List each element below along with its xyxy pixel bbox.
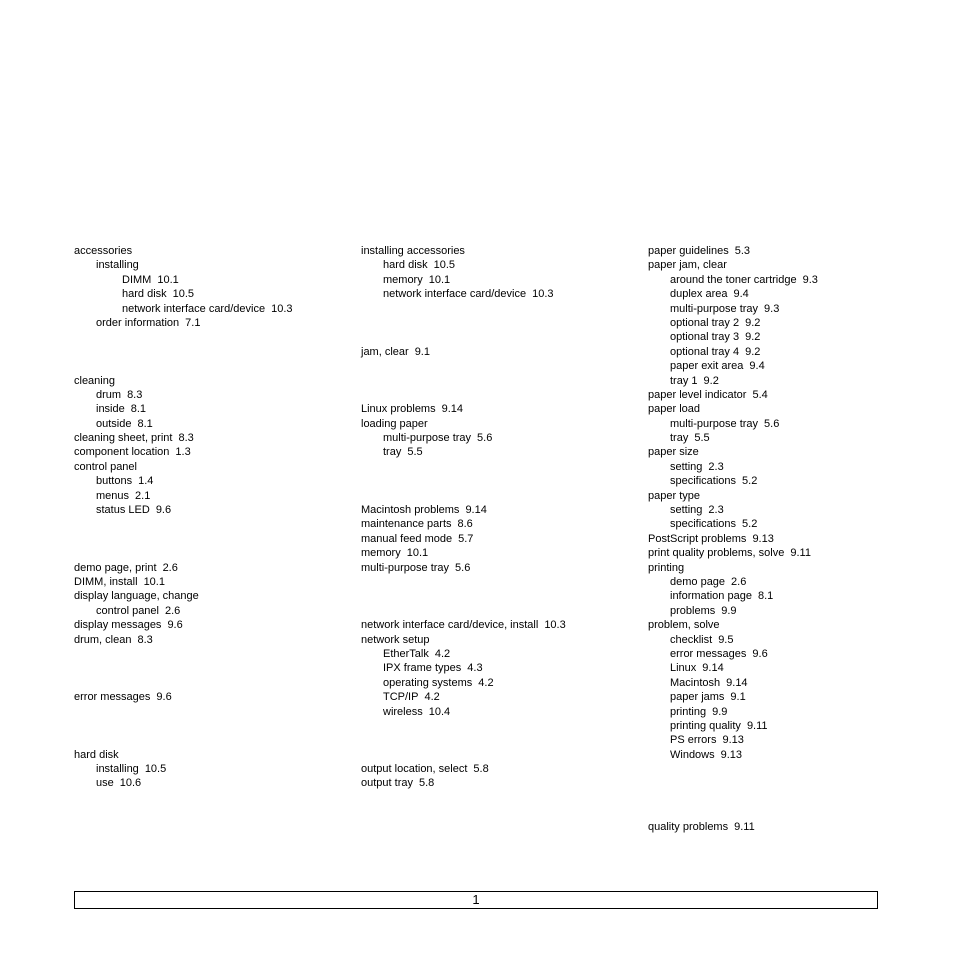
index-page-ref: 2.6	[162, 561, 178, 574]
index-term: manual feed mode	[361, 532, 453, 545]
index-term: demo page	[670, 575, 726, 588]
index-term: use	[96, 777, 114, 790]
index-term: Macintosh problems	[361, 504, 460, 517]
index-page-ref: 4.2	[434, 647, 451, 660]
index-term: DIMM	[122, 273, 152, 286]
index-page-ref: 5.7	[458, 532, 474, 545]
index-term: network setup	[361, 633, 430, 646]
index-term: control panel	[96, 604, 159, 617]
index-term: inside	[96, 403, 125, 416]
index-page-ref: 9.13	[752, 532, 774, 545]
index-term: installing	[96, 259, 139, 272]
index-term: tray 1	[670, 374, 698, 387]
index-entry	[74, 460, 344, 474]
index-term: wireless	[383, 705, 423, 718]
index-spacer	[74, 661, 344, 675]
index-entry	[74, 604, 344, 618]
index-term: problems	[670, 604, 716, 617]
index-term: optional tray 2	[670, 316, 740, 329]
index-page-ref: 2.1	[135, 489, 151, 502]
index-page-ref: 9.13	[720, 748, 743, 761]
index-page-ref: 9.2	[703, 374, 719, 387]
index-page-ref: 5.5	[694, 432, 710, 445]
index-page-ref: 10.3	[271, 302, 293, 315]
index-page-ref: 5.8	[418, 777, 435, 790]
index-spacer	[361, 589, 631, 603]
index-page-ref: 8.1	[137, 417, 153, 430]
index-entry	[648, 402, 918, 416]
index-entry	[74, 575, 344, 589]
index-term: optional tray 4	[670, 345, 740, 358]
index-term: output tray	[361, 777, 413, 790]
index-term: paper level indicator	[648, 388, 747, 401]
index-entry	[361, 705, 631, 719]
index-entry	[361, 618, 631, 632]
index-term: specifications	[670, 475, 737, 488]
index-entry	[74, 503, 344, 517]
index-entry	[361, 345, 631, 359]
index-column-3	[648, 244, 918, 834]
index-spacer	[361, 359, 631, 373]
index-spacer	[74, 345, 344, 359]
index-term: network interface card/device	[122, 302, 266, 315]
index-entry	[361, 273, 631, 287]
index-page-ref: 9.4	[749, 360, 765, 373]
index-page-ref: 9.6	[155, 504, 172, 517]
index-term: cleaning sheet, print	[74, 432, 173, 445]
index-entry	[361, 561, 631, 575]
index-entry	[648, 748, 918, 762]
index-term: paper jam, clear	[648, 259, 727, 272]
index-spacer	[74, 705, 344, 719]
index-term: error messages	[74, 691, 151, 704]
index-entry	[74, 417, 344, 431]
index-page-ref: 5.5	[407, 446, 423, 459]
index-term: tray	[383, 446, 402, 459]
index-page-ref: 10.1	[406, 547, 429, 560]
index-entry	[648, 575, 918, 589]
index-entry	[648, 287, 918, 301]
index-page-ref: 7.1	[185, 316, 201, 329]
index-entry	[361, 676, 631, 690]
index-term: setting	[670, 460, 703, 473]
index-page-ref: 8.1	[757, 590, 774, 603]
index-entry	[648, 417, 918, 431]
index-term: cleaning	[74, 374, 115, 387]
index-term: PS errors	[670, 734, 717, 747]
footer-page-box	[74, 891, 878, 909]
index-term: problem, solve	[648, 619, 720, 632]
index-entry	[648, 820, 918, 834]
index-entry	[648, 690, 918, 704]
index-page-ref: 8.3	[127, 388, 143, 401]
index-page-ref: 9.14	[726, 676, 748, 689]
index-spacer	[361, 575, 631, 589]
index-page-ref: 9.6	[752, 647, 768, 660]
index-page-ref: 9.11	[746, 719, 768, 732]
index-entry	[361, 445, 631, 459]
index-term: tray	[670, 432, 689, 445]
index-page-ref: 5.6	[477, 432, 493, 445]
index-entry	[74, 302, 344, 316]
index-spacer	[361, 604, 631, 618]
index-entry	[648, 345, 918, 359]
index-term: network interface card/device, install	[361, 619, 539, 632]
index-entry	[74, 445, 344, 459]
index-term: PostScript problems	[648, 532, 747, 545]
index-term: specifications	[670, 518, 737, 531]
index-page-ref: 8.3	[137, 633, 153, 646]
index-term: drum	[96, 388, 122, 401]
index-entry	[648, 633, 918, 647]
index-entry	[648, 589, 918, 603]
index-spacer	[361, 460, 631, 474]
index-term: memory	[361, 547, 401, 560]
index-term: paper jams	[670, 691, 725, 704]
index-entry	[648, 388, 918, 402]
index-page-ref: 9.9	[721, 604, 737, 617]
index-term: loading paper	[361, 417, 428, 430]
index-entry	[361, 633, 631, 647]
index-term: output location, select	[361, 763, 468, 776]
index-entry	[361, 287, 631, 301]
index-entry	[74, 589, 344, 603]
index-entry	[648, 733, 918, 747]
index-term: menus	[96, 489, 130, 502]
index-entry	[648, 273, 918, 287]
index-page-ref: 10.1	[143, 575, 165, 588]
index-entry	[648, 546, 918, 560]
index-page-ref: 9.1	[730, 691, 746, 704]
index-term: jam, clear	[361, 345, 409, 358]
index-entry	[74, 244, 344, 258]
index-entry	[648, 489, 918, 503]
index-term: hard disk	[74, 748, 119, 761]
index-entry	[361, 661, 631, 675]
index-page-ref: 5.2	[742, 475, 758, 488]
index-entry	[74, 633, 344, 647]
index-entry	[361, 647, 631, 661]
index-entry	[74, 748, 344, 762]
index-spacer	[74, 330, 344, 344]
index-page-ref: 10.3	[544, 619, 566, 632]
index-term: component location	[74, 446, 170, 459]
index-page-ref: 9.6	[156, 691, 172, 704]
index-term: Linux problems	[361, 403, 436, 416]
index-entry	[74, 258, 344, 272]
index-entry	[361, 762, 631, 776]
index-spacer	[74, 532, 344, 546]
index-entry	[361, 244, 631, 258]
index-term: Windows	[670, 748, 715, 761]
index-entry	[74, 431, 344, 445]
index-column-1	[74, 244, 344, 791]
index-entry	[74, 776, 344, 790]
index-entry	[648, 661, 918, 675]
index-page-ref: 10.5	[144, 763, 167, 776]
index-entry	[361, 517, 631, 531]
index-entry	[74, 287, 344, 301]
index-term: print quality problems, solve	[648, 547, 785, 560]
index-term: status LED	[96, 504, 150, 517]
index-page-ref: 4.2	[478, 676, 494, 689]
index-entry	[74, 474, 344, 488]
index-page-ref: 5.8	[473, 763, 489, 776]
index-spacer	[74, 733, 344, 747]
index-term: multi-purpose tray	[670, 302, 759, 315]
index-page-ref: 9.11	[734, 820, 755, 833]
index-entry	[648, 316, 918, 330]
index-term: maintenance parts	[361, 518, 452, 531]
index-term: around the toner cartridge	[670, 273, 797, 286]
index-spacer	[74, 359, 344, 373]
index-spacer	[361, 330, 631, 344]
index-page-ref: 9.5	[718, 633, 734, 646]
index-entry	[74, 374, 344, 388]
index-entry	[648, 460, 918, 474]
index-entry	[361, 776, 631, 790]
index-page-ref: 5.3	[734, 245, 751, 257]
index-page-ref: 9.13	[722, 734, 744, 747]
index-entry	[361, 258, 631, 272]
index-spacer	[648, 791, 918, 805]
index-entry	[361, 532, 631, 546]
index-entry	[74, 762, 344, 776]
index-spacer	[648, 805, 918, 819]
index-page-ref: 10.5	[433, 259, 456, 272]
index-entry	[648, 445, 918, 459]
index-page-ref: 1.3	[175, 446, 191, 459]
index-page-ref: 9.14	[702, 662, 724, 675]
index-term: paper guidelines	[648, 245, 729, 257]
index-page-ref: 9.11	[790, 547, 811, 560]
index-page-ref: 9.14	[465, 504, 487, 517]
index-term: information page	[670, 590, 752, 603]
index-page-ref: 8.3	[178, 432, 194, 445]
index-term: demo page, print	[74, 561, 157, 574]
index-page-ref: 9.2	[745, 316, 761, 329]
index-term: printing	[648, 561, 685, 574]
index-page-ref: 4.2	[424, 691, 440, 704]
index-page-ref: 10.3	[532, 288, 554, 301]
index-page-ref: 5.4	[752, 388, 768, 401]
index-page-ref: 2.6	[165, 604, 181, 617]
index-spacer	[361, 374, 631, 388]
index-entry	[74, 402, 344, 416]
index-entry	[648, 517, 918, 531]
index-page-ref: 2.3	[708, 460, 724, 473]
index-term: multi-purpose tray	[670, 417, 759, 430]
index-spacer	[74, 517, 344, 531]
index-page-ref: 8.6	[457, 518, 473, 531]
index-page-ref: 10.1	[428, 273, 451, 286]
index-term: display messages	[74, 619, 162, 632]
index-entry	[648, 330, 918, 344]
index-spacer	[74, 647, 344, 661]
index-entry	[648, 647, 918, 661]
index-entry	[361, 546, 631, 560]
index-page-ref: 5.2	[742, 518, 758, 531]
index-term: paper load	[648, 403, 700, 416]
index-spacer	[361, 302, 631, 316]
index-page-ref: 9.3	[764, 302, 780, 315]
index-page-ref: 2.3	[708, 504, 724, 517]
index-spacer	[74, 676, 344, 690]
index-term: printing	[670, 705, 707, 718]
index-page-ref: 5.6	[455, 561, 471, 574]
index-term: order information	[96, 316, 180, 329]
index-page-ref: 1.4	[138, 475, 154, 488]
index-entry	[74, 388, 344, 402]
index-entry	[648, 359, 918, 373]
index-term: multi-purpose tray	[383, 432, 472, 445]
index-term: multi-purpose tray	[361, 561, 450, 574]
index-entry	[648, 618, 918, 632]
index-spacer	[361, 719, 631, 733]
index-page-ref: 9.4	[733, 288, 749, 301]
index-term: checklist	[670, 633, 713, 646]
index-term: optional tray 3	[670, 331, 740, 344]
index-entry	[648, 244, 918, 258]
index-spacer	[361, 316, 631, 330]
index-term: IPX frame types	[383, 662, 462, 675]
index-term: paper exit area	[670, 360, 744, 373]
index-entry	[361, 402, 631, 416]
index-page-ref: 2.6	[731, 575, 747, 588]
index-entry	[648, 431, 918, 445]
index-term: paper type	[648, 489, 700, 502]
index-term: network interface card/device	[383, 288, 527, 301]
index-entry	[74, 316, 344, 330]
index-page-ref: 9.2	[745, 345, 761, 358]
index-term: hard disk	[122, 288, 167, 301]
index-page-ref: 9.14	[441, 403, 464, 416]
index-spacer	[74, 719, 344, 733]
index-spacer	[361, 733, 631, 747]
index-entry	[361, 417, 631, 431]
index-entry	[648, 474, 918, 488]
index-entry	[361, 431, 631, 445]
index-entry	[74, 690, 344, 704]
index-spacer	[74, 546, 344, 560]
index-entry	[648, 532, 918, 546]
index-page-ref: 10.6	[119, 777, 142, 790]
index-term: TCP/IP	[383, 691, 419, 704]
index-entry	[648, 258, 918, 272]
index-page-ref: 5.6	[764, 417, 780, 430]
index-page-ref: 10.1	[157, 273, 179, 286]
index-term: hard disk	[383, 259, 428, 272]
index-entry	[361, 503, 631, 517]
index-page-ref: 9.6	[167, 619, 183, 632]
index-term: quality problems	[648, 820, 729, 833]
index-spacer	[361, 489, 631, 503]
index-page-ref: 8.1	[130, 403, 147, 416]
index-spacer	[361, 388, 631, 402]
index-page-ref: 4.3	[467, 662, 483, 675]
index-term: memory	[383, 273, 423, 286]
index-spacer	[648, 776, 918, 790]
index-entry	[648, 705, 918, 719]
index-page-ref: 9.2	[745, 331, 761, 344]
index-entry	[648, 503, 918, 517]
index-entry	[648, 676, 918, 690]
index-entry	[74, 273, 344, 287]
index-term: installing	[96, 763, 139, 776]
index-entry	[648, 719, 918, 733]
index-entry	[648, 561, 918, 575]
index-term: control panel	[74, 460, 137, 473]
index-term: buttons	[96, 475, 133, 488]
index-entry	[648, 604, 918, 618]
index-entry	[74, 489, 344, 503]
index-entry	[648, 302, 918, 316]
index-page-ref: 9.3	[802, 273, 818, 286]
index-page-ref: 10.5	[172, 288, 195, 301]
index-term: Linux	[670, 662, 697, 675]
index-term: outside	[96, 417, 132, 430]
index-term: DIMM, install	[74, 575, 138, 588]
page-number: 1	[472, 892, 480, 907]
index-spacer	[361, 474, 631, 488]
index-page-ref: 9.9	[712, 705, 728, 718]
index-term: accessories	[74, 245, 133, 257]
index-term: drum, clean	[74, 633, 132, 646]
index-spacer	[648, 762, 918, 776]
index-term: printing quality	[670, 719, 741, 732]
index-page-ref: 9.1	[414, 345, 430, 358]
index-term: error messages	[670, 647, 747, 660]
index-column-2	[361, 244, 631, 791]
index-term: duplex area	[670, 288, 728, 301]
index-entry	[648, 374, 918, 388]
index-term: installing accessories	[361, 245, 465, 257]
index-entry	[361, 690, 631, 704]
index-term: Macintosh	[670, 676, 721, 689]
index-term: operating systems	[383, 676, 473, 689]
index-term: setting	[670, 504, 703, 517]
index-term: EtherTalk	[383, 647, 429, 660]
index-term: paper size	[648, 446, 699, 459]
index-term: display language, change	[74, 590, 199, 603]
index-page-ref: 10.4	[428, 705, 451, 718]
index-spacer	[361, 748, 631, 762]
index-entry	[74, 618, 344, 632]
index-entry	[74, 561, 344, 575]
